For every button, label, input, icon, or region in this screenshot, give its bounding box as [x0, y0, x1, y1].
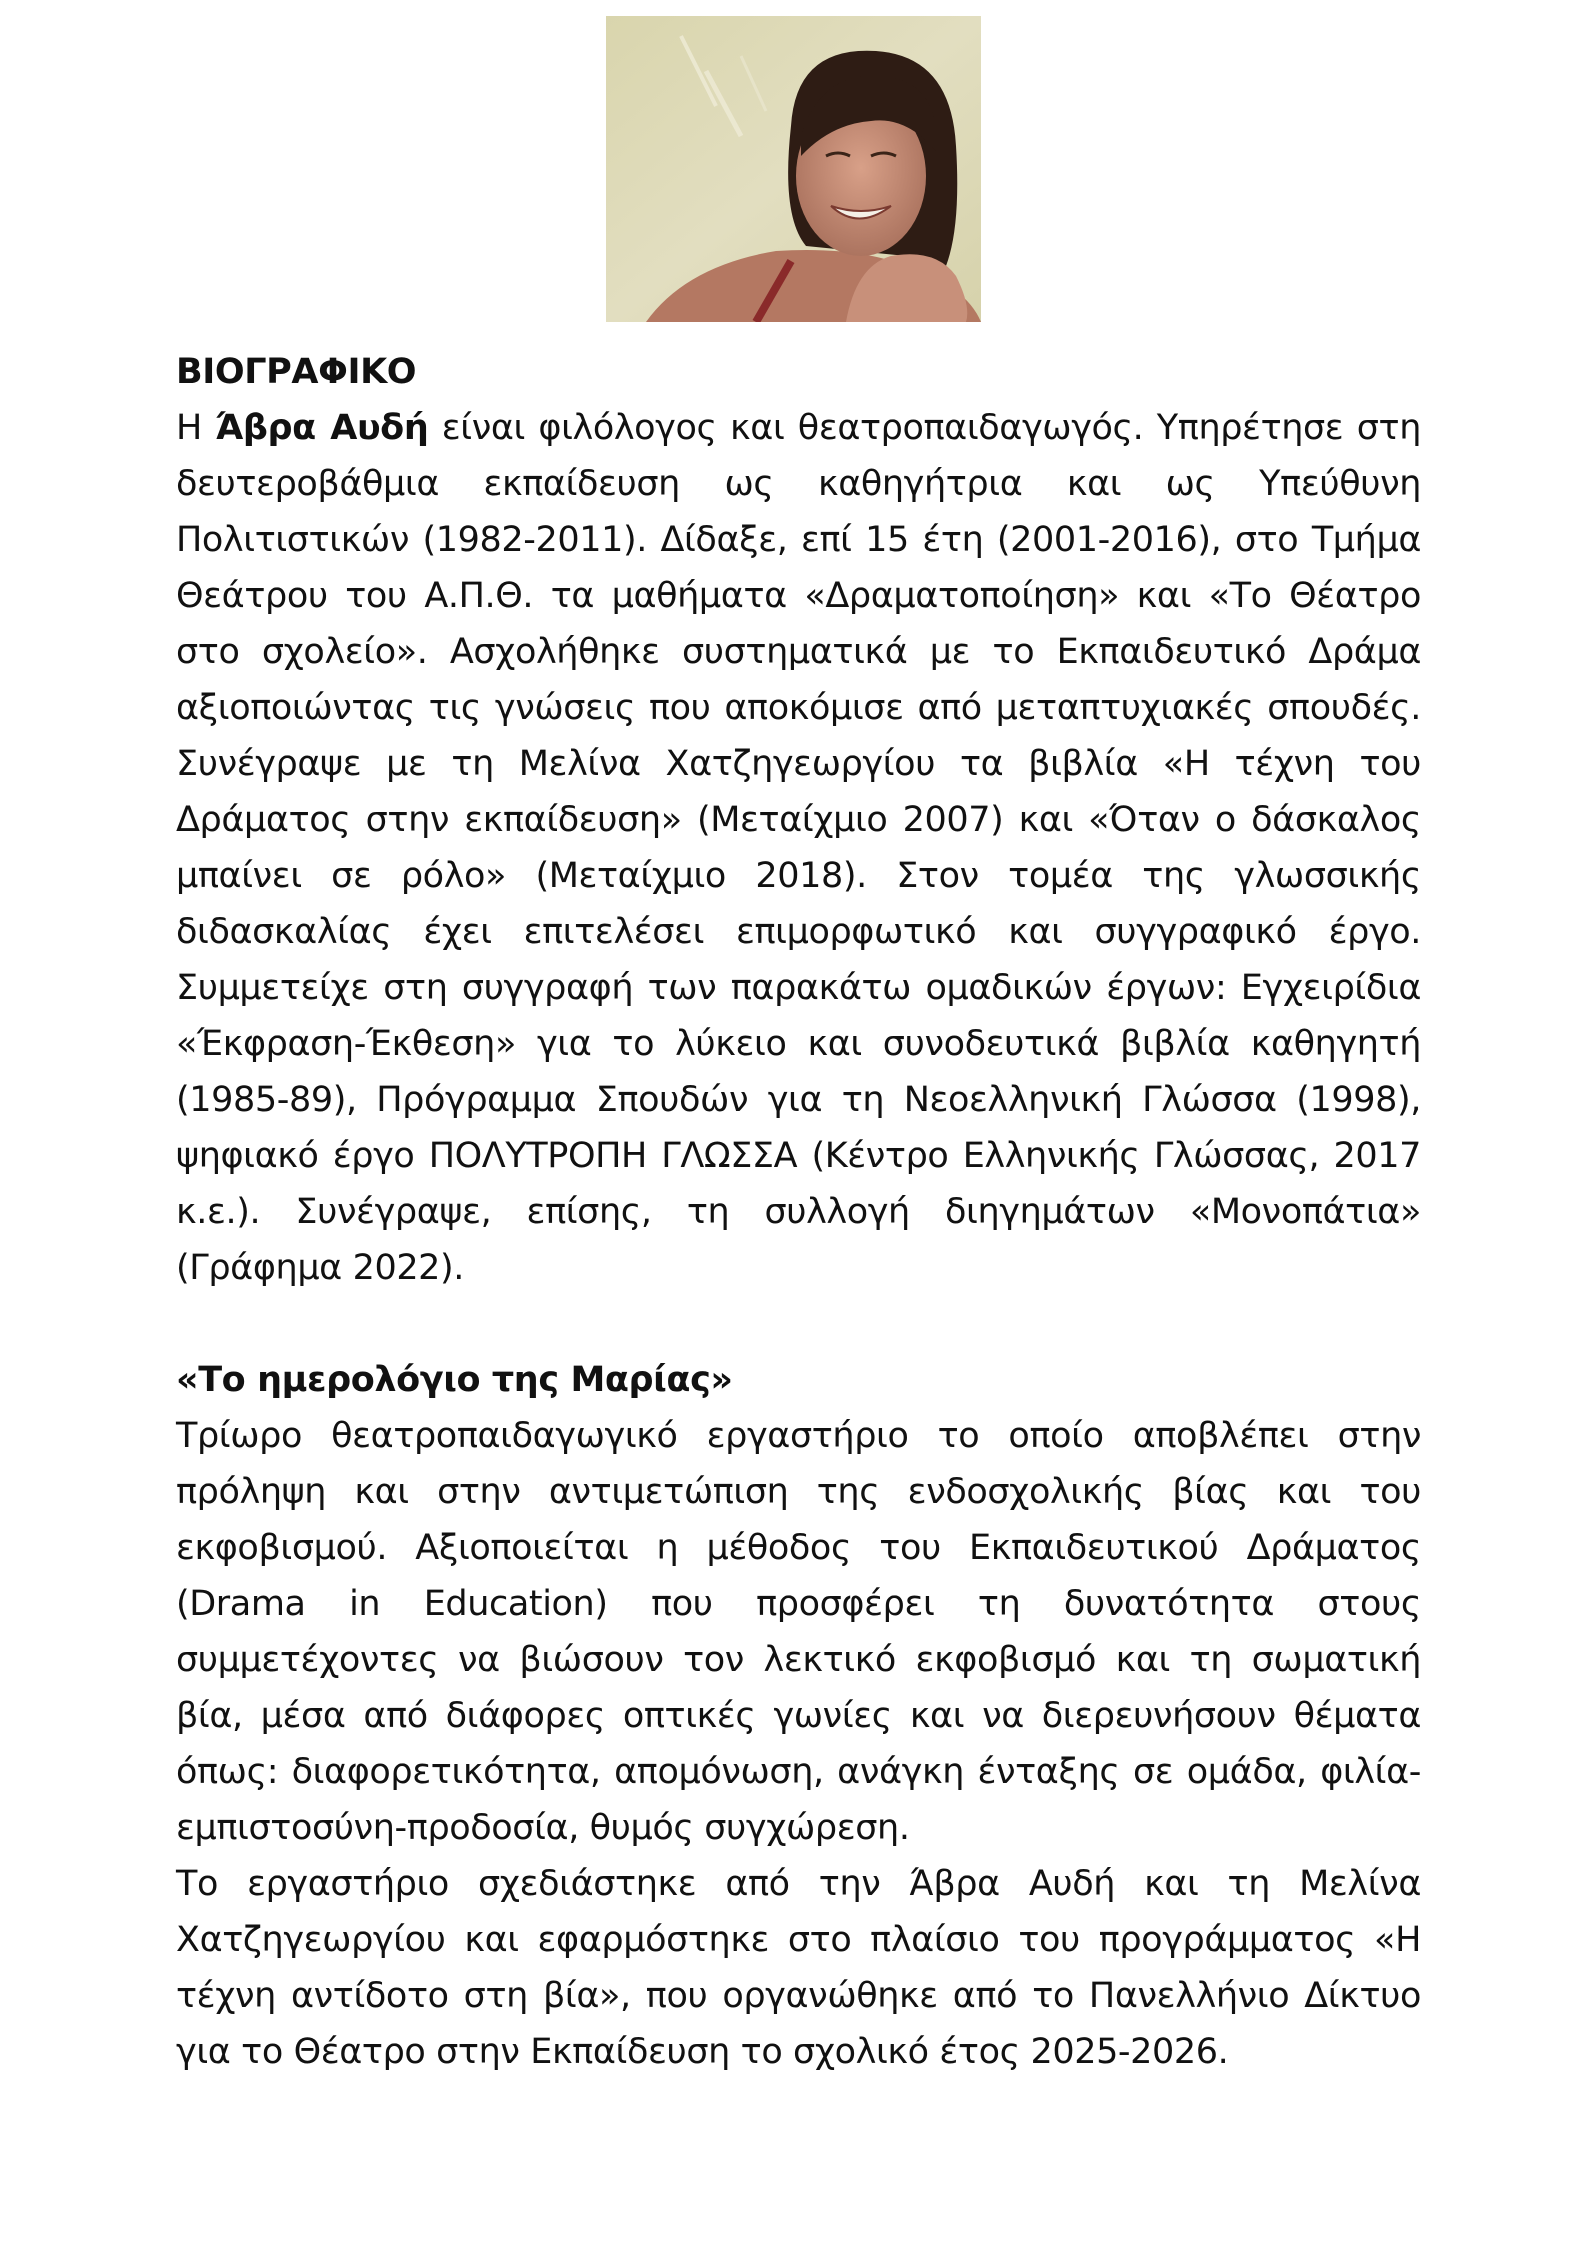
- workshop-paragraph-2: Το εργαστήριο σχεδιάστηκε από την Άβρα Αυδή και τη Μελίνα Χατζηγεωργίου και εφαρμόστηκε στο πλαίσιο του προγράμματος «Η τέχνη αντίδοτο στη βία», που οργανώθηκε από το Πανελλήνιο Δίκτυο για το Θέατρο στην Εκπαίδευση το σχολικό έτος 2025-2026.: [176, 1864, 1421, 2072]
- document-body: [176, 344, 1421, 2080]
- bio-paragraph: [176, 400, 1421, 1296]
- section-spacer: [176, 1296, 1421, 1352]
- workshop-title: «Το ημερολόγιο της Μαρίας»: [176, 1360, 733, 1400]
- bio-intro-prefix: Η: [176, 408, 216, 448]
- bio-body: είναι φιλόλογος και θεατροπαιδαγωγός. Υπηρέτησε στη δευτεροβάθμια εκπαίδευση ως καθηγήτρια και ως Υπεύθυνη Πολιτιστικών (1982-2011). Δίδαξε, επί 15 έτη (2001-2016), στο Τμήμα Θεάτρου του Α.Π.Θ. τα μαθήματα «Δραματοποίηση» και «Το Θέατρο στο σχολείο». Ασχολήθηκε συστηματικά με το Εκπαιδευτικό Δράμα αξιοποιώντας τις γνώσεις που αποκόμισε από μεταπτυχιακές σπουδές. Συνέγραψε με τη Μελίνα Χατζηγεωργίου τα βιβλία «Η τέχνη του Δράματος στην εκπαίδευση» (Μεταίχμιο 2007) και «Όταν ο δάσκαλος μπαίνει σε ρόλο» (Μεταίχμιο 2018). Στον τομέα της γλωσσικής διδασκαλίας έχει επιτελέσει επιμορφωτικό και συγγραφικό έργο. Συμμετείχε στη συγγραφή των παρακάτω ομαδικών έργων: Εγχειρίδια «Έκφραση-Έκθεση» για το λύκειο και συνοδευτικά βιβλία καθηγητή (1985-89), Πρόγραμμα Σπουδών για τη Νεοελληνική Γλώσσα (1998), ψηφιακό έργο ΠΟΛΥΤΡΟΠΗ ΓΛΩΣΣΑ (Κέντρο Ελληνικής Γλώσσας, 2017 κ.ε.). Συνέγραψε, επίσης, τη συλλογή διηγημάτων «Μονοπάτια» (Γράφημα 2022).: [176, 408, 1421, 1288]
- author-name: Άβρα Αυδή: [215, 408, 429, 448]
- workshop-paragraph-1: Τρίωρο θεατροπαιδαγωγικό εργαστήριο το οποίο αποβλέπει στην πρόληψη και στην αντιμετώπιση της ενδοσχολικής βίας και του εκφοβισμού. Αξιοποιείται η μέθοδος του Εκπαιδευτικού Δράματος (Drama in Education) που προσφέρει τη δυνατότητα στους συμμετέχοντες να βιώσουν τον λεκτικό εκφοβισμό και τη σωματική βία, μέσα από διάφορες οπτικές γωνίες και να διερευνήσουν θέματα όπως: διαφορετικότητα, απομόνωση, ανάγκη ένταξης σε ομάδα, φιλία-εμπιστοσύνη-προδοσία, θυμός συγχώρεση.: [176, 1416, 1421, 1848]
- portrait-photo: [606, 16, 981, 322]
- portrait-image-icon: [606, 16, 981, 322]
- bio-heading: ΒΙΟΓΡΑΦΙΚΟ: [176, 352, 417, 392]
